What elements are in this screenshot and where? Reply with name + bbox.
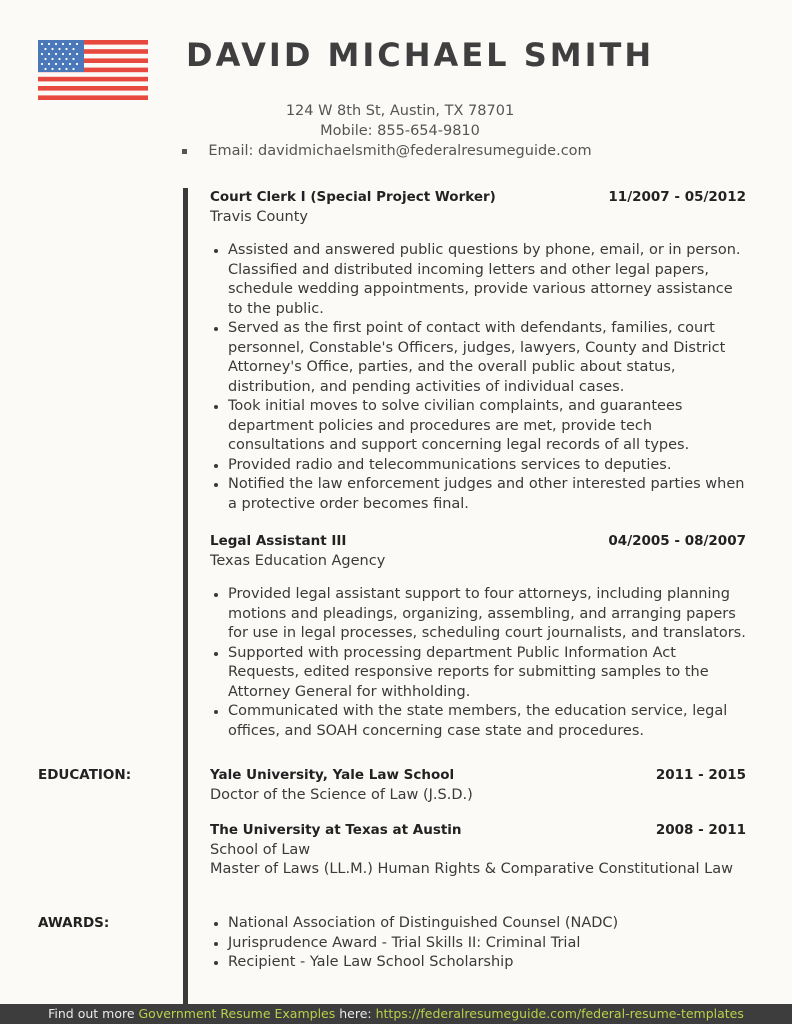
us-flag-icon: [38, 40, 148, 100]
education-entry: [210, 766, 746, 805]
vertical-divider: [183, 188, 188, 1004]
job-header: [210, 188, 746, 208]
list-item: • Assisted and answered public questions by phone, email, or in person. Classified and distributed incoming letters and other legal papers, schedule wedding appointments, provide various attorney assistance to the public.: [228, 241, 746, 319]
list-item: • Supported with processing department Public Information Act Requests, edited responsive reports for submitting samples to the Attorney General for withholding.: [228, 644, 746, 703]
school-header: [210, 766, 746, 786]
school-dates: 2008 - 2011: [655, 822, 746, 838]
bullet-square-icon: [182, 149, 187, 154]
email[interactable]: Email: davidmichaelsmith@federalresumeguide.com: [208, 143, 592, 159]
footer-bar: [0, 1004, 792, 1024]
list-item: • Jurisprudence Award - Trial Skills II: Criminal Trial: [228, 934, 746, 954]
awards-label: AWARDS:: [38, 915, 110, 931]
job-bullets: [210, 585, 746, 741]
school-unit: School of Law: [210, 841, 311, 858]
job-entry: [210, 188, 746, 514]
education-label: EDUCATION:: [38, 767, 132, 783]
candidate-name: DAVID MICHAEL SMITH: [186, 36, 655, 74]
mobile: Mobile: 855-654-9810: [320, 123, 480, 139]
list-item: • Provided radio and telecommunications services to deputies.: [228, 456, 746, 476]
list-item: • Provided legal assistant support to four attorneys, including planning motions and pleadings, organizing, assembling, and arranging papers for use in legal processes, scheduling court journalists, and translators.: [228, 585, 746, 644]
job-organization: Travis County: [210, 208, 308, 225]
job-bullets: [210, 241, 746, 514]
degree: Doctor of the Science of Law (J.S.D.): [210, 786, 473, 803]
school-name: The University at Texas at Austin: [210, 822, 462, 838]
contact-block: [180, 101, 620, 161]
list-item: • Notified the law enforcement judges and other interested parties when a protective order becomes final.: [228, 475, 746, 514]
footer-link[interactable]: Government Resume Examples: [138, 1006, 336, 1021]
address: 124 W 8th St, Austin, TX 78701: [285, 103, 515, 119]
footer-url[interactable]: https://federalresumeguide.com/federal-resume-templates: [375, 1006, 744, 1021]
email-line: [180, 141, 620, 161]
job-dates: 11/2007 - 05/2012: [608, 189, 746, 205]
school-dates: 2011 - 2015: [655, 767, 746, 783]
list-item: • Communicated with the state members, the education service, legal offices, and SOAH concerning case state and procedures.: [228, 702, 746, 741]
list-item: • Took initial moves to solve civilian complaints, and guarantees department policies and procedures are met, provide tech consultations and support concerning legal records of all types.: [228, 397, 746, 456]
award-bullets: [210, 914, 746, 973]
job-organization: Texas Education Agency: [210, 552, 386, 569]
job-dates: 04/2005 - 08/2007: [608, 533, 746, 549]
footer-prefix: Find out more: [48, 1006, 139, 1021]
job-entry: [210, 532, 746, 741]
list-item: • National Association of Distinguished Counsel (NADC): [228, 914, 746, 934]
school-name: Yale University, Yale Law School: [210, 767, 455, 783]
footer-middle: here:: [335, 1006, 376, 1021]
education-entry: [210, 821, 746, 880]
school-header: [210, 821, 746, 841]
awards-list: [210, 900, 746, 973]
list-item: • Served as the first point of contact with defendants, families, court personnel, Constable's Officers, judges, lawyers, County and District Attorney's Office, parties, and the overall public about status, distribution, and pending activities of individual cases.: [228, 319, 746, 397]
job-title: Court Clerk I (Special Project Worker): [210, 189, 496, 205]
list-item: • Recipient - Yale Law School Scholarship: [228, 953, 746, 973]
degree: Master of Laws (LL.M.) Human Rights & Comparative Constitutional Law: [210, 861, 734, 877]
job-header: [210, 532, 746, 552]
job-title: Legal Assistant III: [210, 533, 347, 549]
